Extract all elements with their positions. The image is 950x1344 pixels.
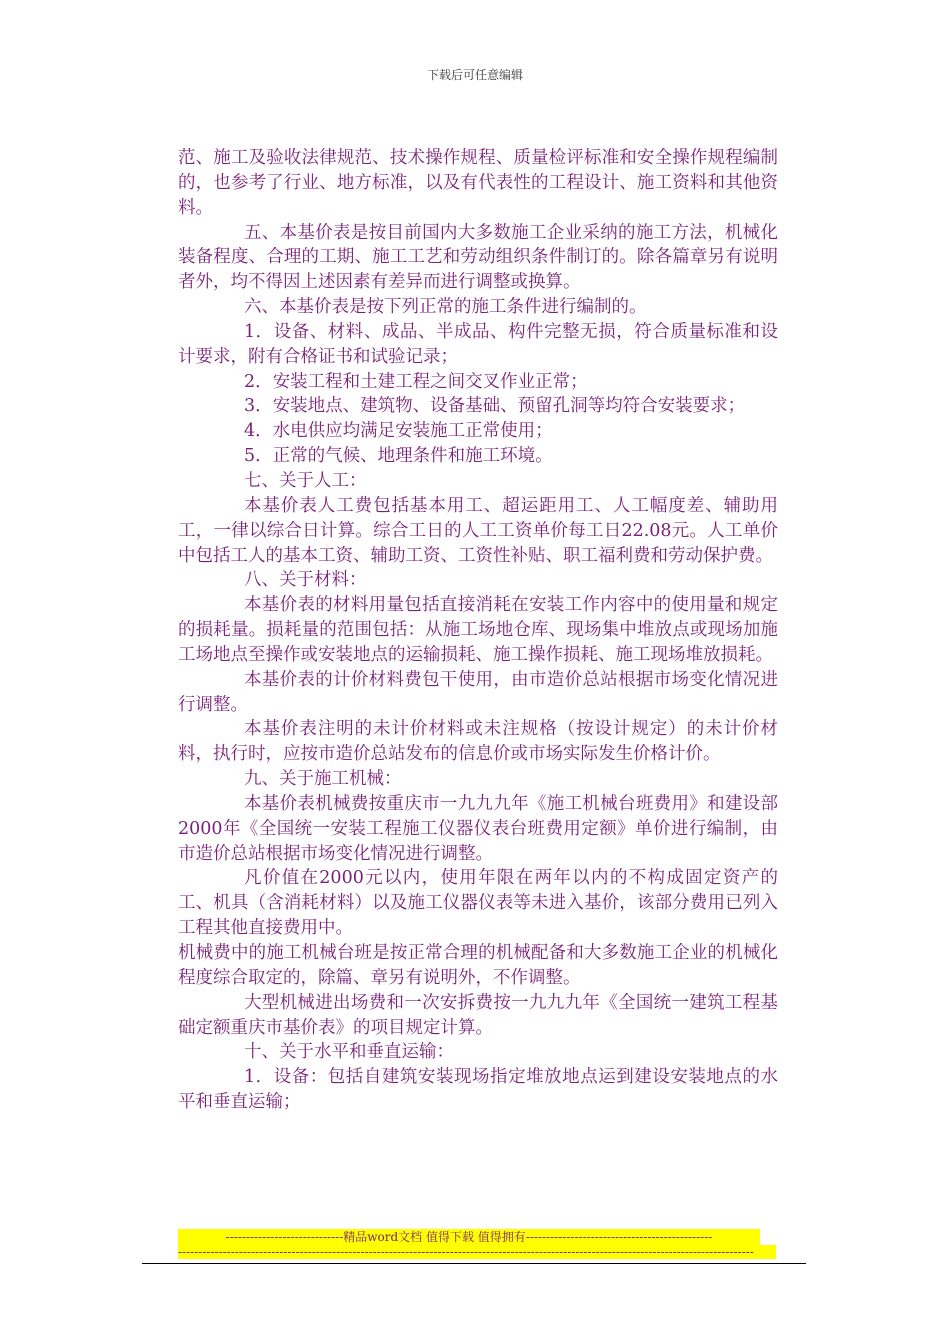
paragraph: 4．水电供应均满足安装施工正常使用； (244, 421, 553, 442)
paragraph: 本基价表的计价材料费包干使用，由市造价总站根据市场变化情况进行调整。 (178, 669, 778, 715)
footer-banner: -----------------------------精品word文档 值得下载 值得拥有---------------------------------------------- (178, 1229, 760, 1245)
paragraph: 本基价表注明的未计价材料或未注规格（按设计规定）的未计价材料，执行时，应按市造价总站发布的信息价或市场实际发生价格计价。 (178, 719, 778, 765)
paragraph: 本基价表人工费包括基本用工、超运距用工、人工幅度差、辅助用工，一律以综合日计算。综合工日的人工工资单价每工日22.08元。人工单价中包括工人的基本工资、辅助工资、工资性补贴、职工福利费和劳动保护费。 (178, 495, 778, 566)
paragraph: 机械费中的施工机械台班是按正常合理的机械配备和大多数施工企业的机械化程度综合取定的，除篇、章另有说明外，不作调整。 (178, 943, 778, 988)
footer-dashes: ---------------------------------------------------------------------------------------------------------------------------------------------- (178, 1245, 776, 1259)
paragraph: 1．设备：包括自建筑安装现场指定堆放地点运到建设安装地点的水平和垂直运输； (178, 1067, 778, 1113)
paragraph: 本基价表机械费按重庆市一九九九年《施工机械台班费用》和建设部2000年《全国统一安装工程施工仪器仪表台班费用定额》单价进行编制，由市造价总站根据市场变化情况进行调整。 (178, 793, 778, 864)
paragraph: 五、本基价表是按目前国内大多数施工企业采纳的施工方法，机械化装备程度、合理的工期、施工工艺和劳动组织条件制订的。除各篇章另有说明者外，均不得因上述因素有差异而进行调整或换算。 (178, 222, 778, 293)
paragraph: 1．设备、材料、成品、半成品、构件完整无损，符合质量标准和设计要求，附有合格证书和试验记录； (178, 321, 778, 367)
paragraph: 3．安装地点、建筑物、设备基础、预留孔洞等均符合安装要求； (244, 396, 746, 417)
section-heading: 九、关于施工机械： (244, 769, 402, 790)
paragraph: 六、本基价表是按下列正常的施工条件进行编制的。 (244, 297, 647, 318)
paragraph: 大型机械进出场费和一次安拆费按一九九九年《全国统一建筑工程基础定额重庆市基价表》的项目规定计算。 (178, 992, 778, 1038)
page-header: 下载后可任意编辑 (426, 68, 523, 82)
paragraph: 5．正常的气候、地理条件和施工环境。 (244, 446, 553, 467)
footer-divider (142, 1263, 806, 1264)
paragraph: 范、施工及验收法律规范、技术操作规程、质量检评标准和安全操作规程编制的，也参考了行业、地方标准，以及有代表性的工程设计、施工资料和其他资料。 (178, 148, 778, 218)
section-heading: 十、关于水平和垂直运输： (244, 1042, 454, 1063)
document-body (178, 146, 778, 1115)
section-heading: 七、关于人工： (244, 470, 367, 491)
section-heading: 八、关于材料： (244, 570, 367, 591)
paragraph: 2．安装工程和土建工程之间交叉作业正常； (244, 371, 588, 392)
paragraph: 本基价表的材料用量包括直接消耗在安装工作内容中的使用量和规定的损耗量。损耗量的范围包括：从施工场地仓库、现场集中堆放点或现场加施工场地点至操作或安装地点的运输损耗、施工操作损耗、施工现场堆放损耗。 (178, 595, 778, 665)
paragraph: 凡价值在2000元以内，使用年限在两年以内的不构成固定资产的工、机具（含消耗材料）以及施工仪器仪表等未进入基价，该部分费用已列入工程其他直接费用中。 (178, 868, 778, 939)
